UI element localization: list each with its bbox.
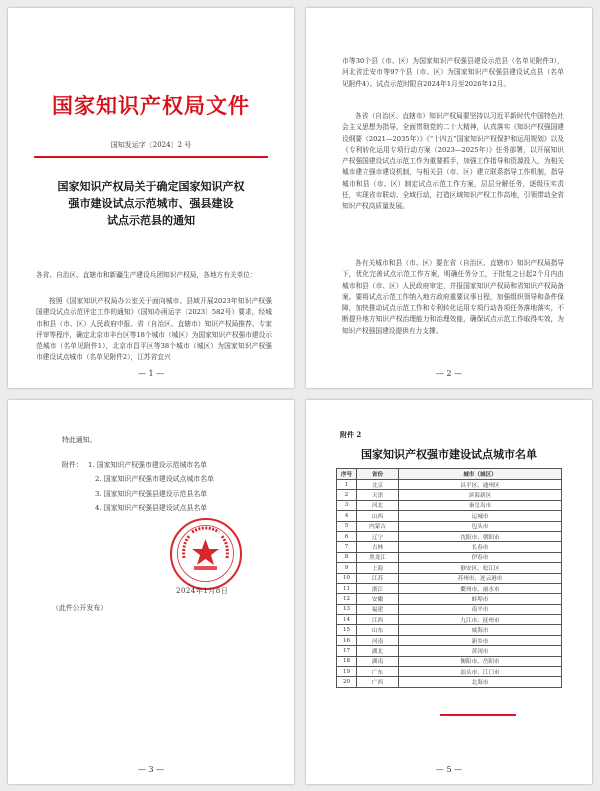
document-page-1 bbox=[8, 8, 294, 388]
row-index: 5 bbox=[337, 521, 357, 531]
province-cell: 北京 bbox=[357, 480, 399, 490]
attachment-item bbox=[62, 472, 214, 486]
row-index: 12 bbox=[337, 594, 357, 604]
city-cell: 运城市 bbox=[399, 511, 562, 521]
province-cell: 吉林 bbox=[357, 542, 399, 552]
table-row bbox=[337, 625, 562, 635]
notice-title-line: 国家知识产权局关于确定国家知识产权 bbox=[57, 180, 245, 193]
city-cell: 沈阳市、朝阳市 bbox=[399, 531, 562, 541]
notice-title bbox=[48, 178, 254, 229]
table-row bbox=[337, 500, 562, 510]
row-index: 11 bbox=[337, 583, 357, 593]
province-cell: 黑龙江 bbox=[357, 552, 399, 562]
attachment-label: 附件 2 bbox=[340, 430, 362, 439]
official-seal bbox=[170, 518, 242, 590]
province-cell: 浙江 bbox=[357, 583, 399, 593]
publish-note: （此件公开发布） bbox=[52, 604, 108, 612]
row-index: 3 bbox=[337, 500, 357, 510]
notice-title-line: 试点示范县的通知 bbox=[107, 214, 195, 227]
table-row bbox=[337, 521, 562, 531]
province-cell: 湖北 bbox=[357, 646, 399, 656]
province-cell: 河北 bbox=[357, 500, 399, 510]
city-cell: 昌平区、通州区 bbox=[399, 480, 562, 490]
table-row bbox=[337, 656, 562, 666]
attachment-item bbox=[62, 487, 214, 501]
province-cell: 山西 bbox=[357, 511, 399, 521]
table-row bbox=[337, 604, 562, 614]
table-title: 国家知识产权强市建设试点城市名单 bbox=[361, 448, 537, 461]
row-index: 1 bbox=[337, 480, 357, 490]
table-row bbox=[337, 563, 562, 573]
table-header-row bbox=[337, 469, 562, 480]
province-cell: 天津 bbox=[357, 490, 399, 500]
attachments-label: 附件： bbox=[62, 461, 83, 469]
table-row bbox=[337, 594, 562, 604]
table-row bbox=[337, 677, 562, 687]
province-cell: 广东 bbox=[357, 667, 399, 677]
row-index: 4 bbox=[337, 511, 357, 521]
attachment-item bbox=[62, 458, 214, 472]
table-row bbox=[337, 615, 562, 625]
attachment-title: 2. 国家知识产权强市建设试点城市名单 bbox=[95, 475, 215, 484]
column-header: 序号 bbox=[337, 469, 357, 480]
table-row bbox=[337, 583, 562, 593]
highlight-underline bbox=[440, 714, 516, 716]
province-cell: 河南 bbox=[357, 635, 399, 645]
row-index: 13 bbox=[337, 604, 357, 614]
row-index: 20 bbox=[337, 677, 357, 687]
province-cell: 江西 bbox=[357, 615, 399, 625]
province-cell: 福建 bbox=[357, 604, 399, 614]
header-divider bbox=[34, 156, 268, 158]
attachment-title: 3. 国家知识产权强县建设示范县名单 bbox=[95, 489, 208, 498]
province-cell: 辽宁 bbox=[357, 531, 399, 541]
row-index: 7 bbox=[337, 542, 357, 552]
city-cell: 伊春市 bbox=[399, 552, 562, 562]
province-cell: 江苏 bbox=[357, 573, 399, 583]
city-cell: 蚌埠市 bbox=[399, 594, 562, 604]
city-cell: 新乡市 bbox=[399, 635, 562, 645]
table-row bbox=[337, 635, 562, 645]
province-cell: 上海 bbox=[357, 563, 399, 573]
table-row bbox=[337, 646, 562, 656]
city-cell: 长春市 bbox=[399, 542, 562, 552]
body-paragraph: 按照《国家知识产权局办公室关于面向城市、县域开展2023年知识产权强国建设试点示范评定工作的通知》（国知办函运字〔2023〕582号）要求，经城市和县（市、区）人民政府申报、省（自治区、直辖市）知识产权局推荐、专家评审等程序，确定北京市丰台区等18个城市（城区）为国家知识产权强市建设示范城市（名单见附件1），北京市昌平区等38个城市（城区）为国家知识产权强市建设试点城市（名单见附件2），江苏省宜兴 bbox=[36, 297, 272, 362]
attachment-list bbox=[62, 458, 214, 516]
province-cell: 山东 bbox=[357, 625, 399, 635]
city-cell: 南平市 bbox=[399, 604, 562, 614]
page-number: — 2 — bbox=[435, 369, 463, 378]
attachment-item bbox=[62, 501, 214, 515]
table-row bbox=[337, 542, 562, 552]
attachment-title: 4. 国家知识产权强县建设试点县名单 bbox=[95, 504, 208, 513]
city-cell: 静安区、松江区 bbox=[399, 563, 562, 573]
seal-icon bbox=[172, 520, 239, 587]
document-header: 国家知识产权局文件 bbox=[52, 93, 250, 118]
province-cell: 安徽 bbox=[357, 594, 399, 604]
row-index: 14 bbox=[337, 615, 357, 625]
province-cell: 广西 bbox=[357, 677, 399, 687]
city-cell: 黄冈市 bbox=[399, 646, 562, 656]
city-cell: 北海市 bbox=[399, 677, 562, 687]
notice-title-line: 强市建设试点示范城市、强县建设 bbox=[68, 197, 234, 210]
page-number: — 1 — bbox=[137, 369, 165, 378]
row-index: 18 bbox=[337, 656, 357, 666]
attachment-title: 1. 国家知识产权强市建设示范城市名单 bbox=[88, 461, 208, 469]
city-cell: 包头市 bbox=[399, 521, 562, 531]
table-row bbox=[337, 531, 562, 541]
city-cell: 衢州市、丽水市 bbox=[399, 583, 562, 593]
row-index: 15 bbox=[337, 625, 357, 635]
row-index: 6 bbox=[337, 531, 357, 541]
city-cell: 滨海新区 bbox=[399, 490, 562, 500]
table-row bbox=[337, 480, 562, 490]
table-row bbox=[337, 552, 562, 562]
page-number: — 3 — bbox=[137, 765, 165, 774]
column-header: 省份 bbox=[357, 469, 399, 480]
body-paragraph: 市等30个县（市、区）为国家知识产权强县建设示范县（名单见附件3），河北省迁安市等97个县（市、区）为国家知识产权强县建设试点县（名单见附件4）。试点示范时限自2024年1月至2026年12月。 bbox=[342, 57, 564, 88]
row-index: 9 bbox=[337, 563, 357, 573]
row-index: 10 bbox=[337, 573, 357, 583]
province-cell: 湖南 bbox=[357, 656, 399, 666]
document-page-2 bbox=[306, 8, 592, 388]
issue-date: 2024年1月8日 bbox=[176, 587, 229, 595]
city-cell: 汕头市、江门市 bbox=[399, 667, 562, 677]
body-paragraph: 各省（自治区、直辖市）知识产权局要坚持以习近平新时代中国特色社会主义思想为指导，全面贯彻党的二十大精神，认真落实《知识产权强国建设纲要（2021—2035年）》《“十四五”国家知识产权保护和运用规划》以及《专利转化运用专项行动方案（2023—2025年）》任务部署，以开展知识产权强国建设试点示范工作为重要抓手，加强工作指导和资源投入，为相关城市建立强市建设机制，与相关县（市、区）建立联系指导工作机制，指导城市和县（市、区）制定试点示范工作方案，层层分解任务，逐级压实责任，实现省市联动、全域行动，打造区域知识产权工作高地，引领带动全省知识产权高质量发展。 bbox=[342, 112, 564, 211]
row-index: 17 bbox=[337, 646, 357, 656]
body-paragraph: 各有关城市和县（市、区）要在省（自治区、直辖市）知识产权局指导下，优化完善试点示范工作方案，明确任务分工，于批复之日起2个月内由城市和县（市、区）人民政府审定，并报国家知识产权局和省知识产权局备案。要将试点示范工作纳入地方政府重要议事日程，加强组织领导和条件保障，加快推动试点示范工作和专利转化运用专项行动各项任务落地落实，不断提升地方知识产权治理能力和治理效能，确保试点示范工作取得实效，为知识产权强国建设提供有力支撑。 bbox=[342, 259, 564, 335]
city-cell: 威海市 bbox=[399, 625, 562, 635]
table-row bbox=[337, 490, 562, 500]
province-cell: 内蒙古 bbox=[357, 521, 399, 531]
document-number: 国知发运字〔2024〕2 号 bbox=[110, 141, 192, 149]
row-index: 16 bbox=[337, 635, 357, 645]
city-cell: 九江市、抚州市 bbox=[399, 615, 562, 625]
city-cell: 衡阳市、岳阳市 bbox=[399, 656, 562, 666]
table-row bbox=[337, 667, 562, 677]
closing-phrase: 特此通知。 bbox=[62, 436, 97, 444]
row-index: 8 bbox=[337, 552, 357, 562]
page-number: — 5 — bbox=[435, 765, 463, 774]
city-list-table bbox=[336, 468, 562, 688]
document-page-5 bbox=[306, 400, 592, 784]
city-cell: 苏州市、连云港市 bbox=[399, 573, 562, 583]
row-index: 2 bbox=[337, 490, 357, 500]
city-cell: 秦皇岛市 bbox=[399, 500, 562, 510]
addressee: 各省、自治区、直辖市和新疆生产建设兵团知识产权局，各地方有关单位： bbox=[36, 271, 257, 279]
row-index: 19 bbox=[337, 667, 357, 677]
document-page-3 bbox=[8, 400, 294, 784]
column-header: 城市（城区） bbox=[399, 469, 562, 480]
table-row bbox=[337, 511, 562, 521]
table-row bbox=[337, 573, 562, 583]
